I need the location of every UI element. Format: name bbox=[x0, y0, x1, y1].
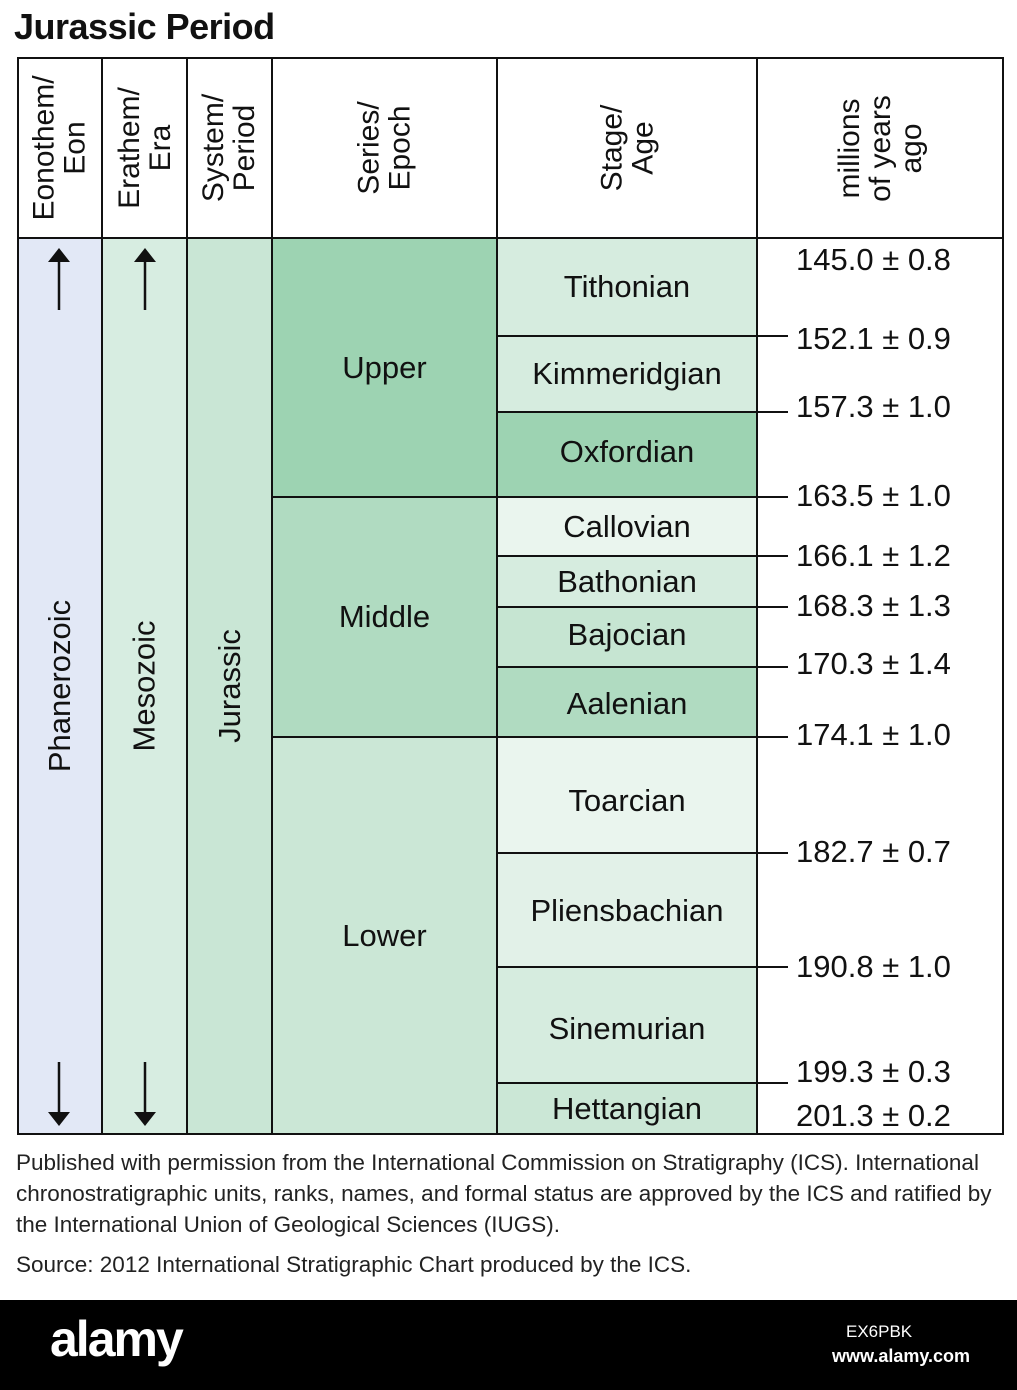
age-tick bbox=[757, 411, 788, 413]
age-tick bbox=[757, 1082, 788, 1084]
header-epoch: Series/ Epoch bbox=[352, 101, 417, 195]
age-label: 174.1 ± 1.0 bbox=[796, 717, 951, 752]
header-era: Erathem/ Era bbox=[112, 87, 177, 209]
stage-pliensbachian-label: Pliensbachian bbox=[530, 893, 724, 928]
eon-up-arrow-icon bbox=[44, 248, 74, 312]
epoch-middle-label: Middle bbox=[338, 599, 431, 634]
image-id: EX6PBK bbox=[846, 1322, 913, 1341]
age-label: 166.1 ± 1.2 bbox=[796, 538, 951, 573]
age-tick bbox=[757, 852, 788, 854]
epoch-upper-label: Upper bbox=[342, 349, 427, 385]
source-note: Source: 2012 International Stratigraphic Chart produced by the ICS. bbox=[16, 1252, 692, 1277]
age-label: 152.1 ± 0.9 bbox=[796, 321, 951, 356]
stage-sinemurian-label: Sinemurian bbox=[548, 1011, 706, 1046]
era-label: Mesozoic bbox=[126, 620, 162, 752]
age-tick bbox=[757, 736, 788, 738]
stage-bathonian-label: Bathonian bbox=[557, 563, 697, 599]
era-up-arrow-icon bbox=[130, 248, 160, 312]
header-mya: millions of years ago bbox=[832, 94, 928, 202]
age-tick bbox=[757, 966, 788, 968]
age-label: 170.3 ± 1.4 bbox=[796, 646, 951, 681]
stage-aalenian-label: Aalenian bbox=[566, 686, 688, 721]
age-tick bbox=[757, 335, 788, 337]
age-label: 168.3 ± 1.3 bbox=[796, 588, 951, 623]
stage-hettangian-label: Hettangian bbox=[552, 1091, 702, 1126]
era-down-arrow-icon bbox=[130, 1062, 160, 1126]
footer-url: www.alamy.com bbox=[832, 1346, 971, 1366]
stage-oxfordian-label: Oxfordian bbox=[559, 434, 695, 469]
age-label: 190.8 ± 1.0 bbox=[796, 949, 951, 984]
alamy-logo: alamy bbox=[50, 1311, 182, 1367]
age-label: 182.7 ± 0.7 bbox=[796, 834, 951, 869]
age-tick bbox=[757, 496, 788, 498]
stage-kimmeridgian-label: Kimmeridgian bbox=[532, 356, 722, 391]
eon-down-arrow-icon bbox=[44, 1062, 74, 1126]
stage-tithonian-label: Tithonian bbox=[563, 269, 691, 304]
age-label: 201.3 ± 0.2 bbox=[796, 1098, 951, 1133]
header-period: System/ Period bbox=[197, 93, 262, 203]
age-tick bbox=[757, 606, 788, 608]
page-title: Jurassic Period bbox=[14, 6, 275, 47]
period-label: Jurassic bbox=[211, 629, 247, 743]
age-tick bbox=[757, 666, 788, 668]
epoch-lower-label: Lower bbox=[342, 917, 427, 953]
age-label: 157.3 ± 1.0 bbox=[796, 389, 951, 424]
stage-callovian-label: Callovian bbox=[563, 508, 691, 544]
permission-note: Published with permission from the International Commission on Stratigraphy (ICS). International chronostratigraphic units, ranks, names, and formal status are approved by the ICS and ratified by the International Union of Geological Sciences (IUGS). bbox=[16, 1150, 992, 1237]
stage-bajocian-label: Bajocian bbox=[567, 617, 687, 652]
age-tick bbox=[757, 555, 788, 557]
age-label: 199.3 ± 0.3 bbox=[796, 1054, 951, 1089]
age-label: 145.0 ± 0.8 bbox=[796, 242, 951, 277]
stage-toarcian-label: Toarcian bbox=[568, 783, 686, 818]
header-eon: Eonothem/ Eon bbox=[28, 75, 92, 221]
header-stage: Stage/ Age bbox=[594, 104, 659, 192]
age-label: 163.5 ± 1.0 bbox=[796, 478, 951, 513]
eon-label: Phanerozoic bbox=[42, 599, 77, 773]
